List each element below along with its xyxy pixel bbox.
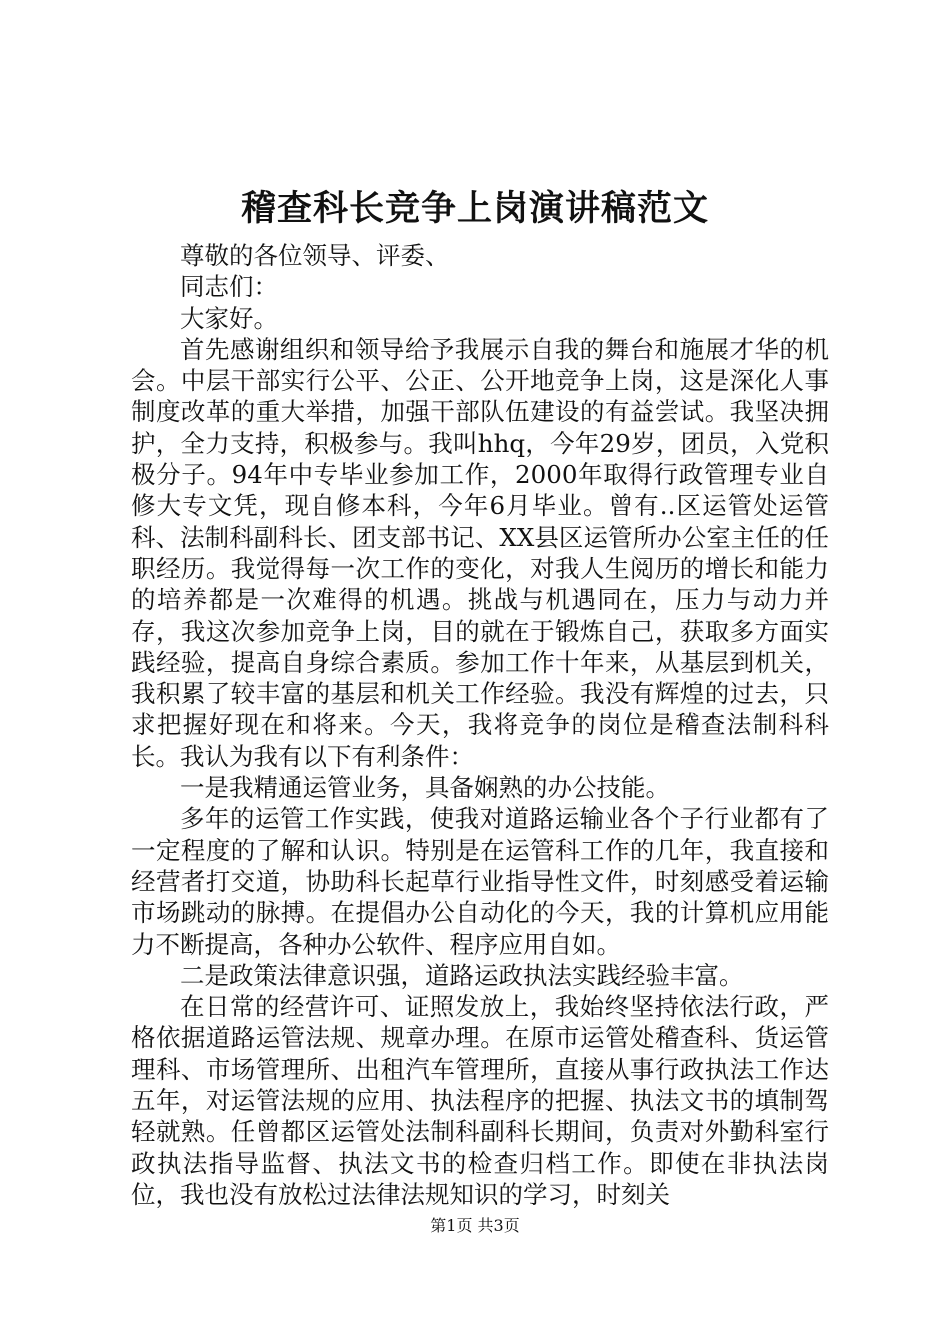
document-body: [131, 240, 829, 1210]
greeting-line: 大家好。: [180, 303, 278, 333]
section-heading: 二是政策法律意识强，道路运政执法实践经验丰富。: [180, 960, 744, 990]
section-heading: 一是我精通运管业务，具备娴熟的办公技能。: [180, 773, 670, 803]
salutation-line: 尊敬的各位领导、评委、: [180, 241, 450, 270]
document-title: 稽查科长竞争上岗演讲稿范文: [240, 188, 709, 229]
body-paragraph: 首先感谢组织和领导给予我展示自我的舞台和施展才华的机会。中层干部实行公平、公正、公开地竞争上岗，这是深化人事制度改革的重大举措，加强干部队伍建设的有益尝试。我坚决拥护，全力支持，积极参与。我叫hhq，今年29岁，团员，入党积极分子。94年中专毕业参加工作，2000年取得行政管理专业自修大专文凭，现自修本科，今年6月毕业。曾有..区运管处运管科、法制科副科长、团支部书记、XX县区运管所办公室主任的任职经历。我觉得每一次工作的变化，对我人生阅历的增长和能力的培养都是一次难得的机遇。挑战与机遇同在，压力与动力并存，我这次参加竞争上岗，目的就在于锻炼自己，获取多方面实践经验，提高自身综合素质。参加工作十年来，从基层到机关，我积累了较丰富的基层和机关工作经验。我没有辉煌的过去，只求把握好现在和将来。今天，我将竞争的岗位是稽查法制科科长。我认为我有以下有利条件：: [131, 334, 829, 771]
page-footer: 第1页 共3页: [430, 1216, 520, 1235]
body-paragraph: 多年的运管工作实践，使我对道路运输业各个子行业都有了一定程度的了解和认识。特别是在运管科工作的几年，我直接和经营者打交道，协助科长起草行业指导性文件，时刻感受着运输市场跳动的脉搏。在提倡办公自动化的今天，我的计算机应用能力不断提高，各种办公软件、程序应用自如。: [131, 804, 829, 959]
body-paragraph: 在日常的经营许可、证照发放上，我始终坚持依法行政，严格依据道路运管法规、规章办理。在原市运管处稽查科、货运管理科、市场管理所、出租汽车管理所，直接从事行政执法工作达五年，对运管法规的应用、执法程序的把握、执法文书的填制驾轻就熟。任曾都区运管处法制科副科长期间，负责对外勤科室行政执法指导监督、执法文书的检查归档工作。即使在非执法岗位，我也没有放松过法律法规知识的学习，时刻关: [131, 992, 829, 1209]
salutation-line: 同志们：: [180, 272, 278, 302]
